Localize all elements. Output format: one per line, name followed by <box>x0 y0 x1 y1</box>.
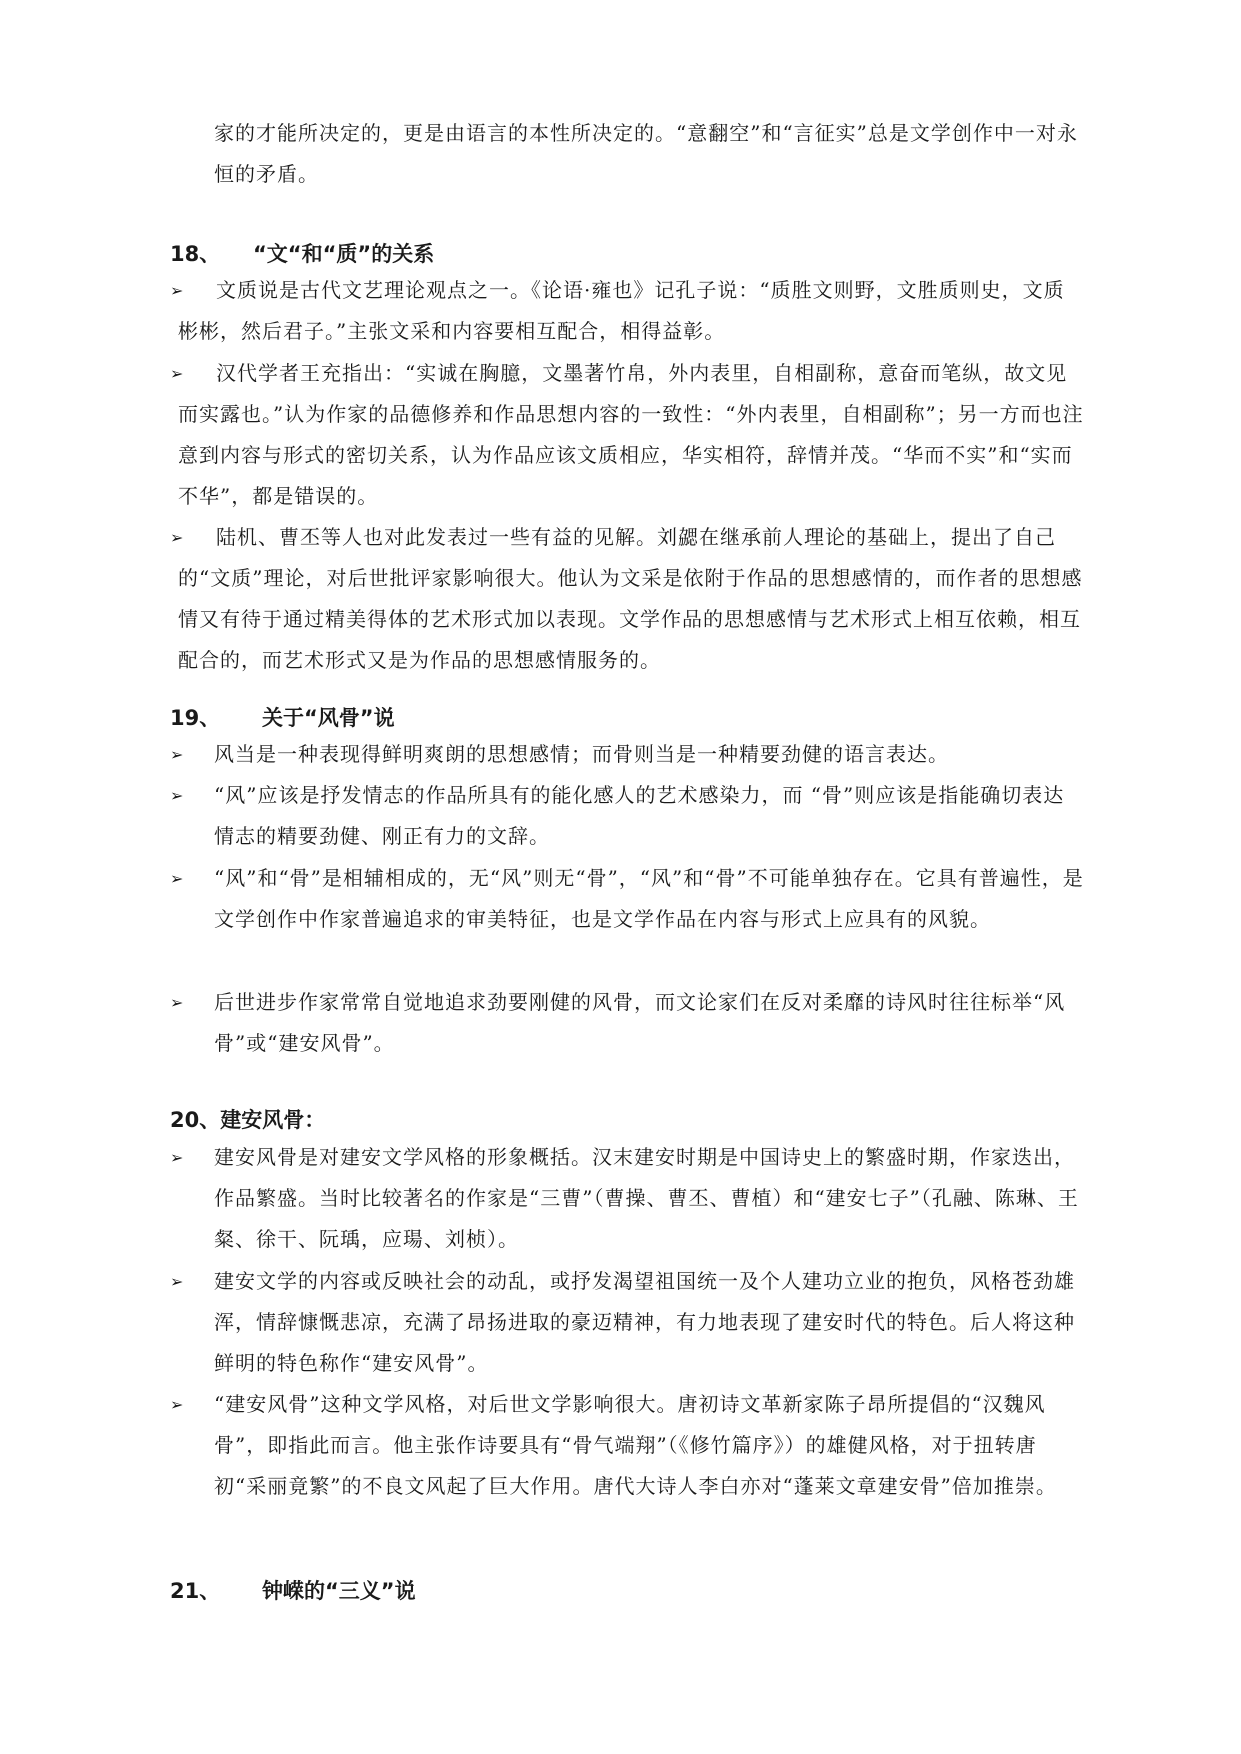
arrow-bullet-icon: ➢ <box>170 1148 185 1167</box>
section-title: 关于“风骨”说 <box>262 706 395 730</box>
list-item-text: 后世进步作家常常自觉地追求劲要刚健的风骨，而文论家们在反对柔靡的诗风时往往标举“风骨”或“建安风骨”。 <box>214 990 1066 1055</box>
section-number: 18、 <box>170 242 221 266</box>
arrow-bullet-icon: ➢ <box>170 364 185 383</box>
arrow-bullet-icon: ➢ <box>170 786 185 805</box>
intro-paragraph: 家的才能所决定的，更是由语言的本性所决定的。“意翻空”和“言征实”总是文学创作中一对永恒的矛盾。 <box>214 121 1078 186</box>
arrow-bullet-icon: ➢ <box>170 1395 185 1414</box>
list-item-text: “风”和“骨”是相辅相成的，无“风”则无“骨”，“风”和“骨”不可能单独存在。它具有普遍性，是文学创作中作家普遍追求的审美特征，也是文学作品在内容与形式上应具有的风貌。 <box>214 866 1084 931</box>
list-item-text: 建安风骨是对建安文学风格的形象概括。汉末建安时期是中国诗史上的繁盛时期，作家迭出，作品繁盛。当时比较著名的作家是“三曹”（曹操、曹丕、曹植）和“建安七子”（孔融、陈琳、王粲、徐干、阮瑀，应瑒、刘桢）。 <box>214 1145 1079 1251</box>
list-item-text: 风当是一种表现得鲜明爽朗的思想感情；而骨则当是一种精要劲健的语言表达。 <box>214 742 949 766</box>
list-item-text: 建安文学的内容或反映社会的动乱，或抒发渴望祖国统一及个人建功立业的抱负，风格苍劲雄浑，情辞慷慨悲凉，充满了昂扬进取的豪迈精神，有力地表现了建安时代的特色。后人将这种鲜明的特色称作“建安风骨”。 <box>214 1269 1075 1375</box>
list-item-text: “建安风骨”这种文学风格，对后世文学影响很大。唐初诗文革新家陈子昂所提倡的“汉魏风骨”，即指此而言。他主张作诗要具有“骨气端翔”（《修竹篇序》）的雄健风格，对于扭转唐初“采丽竟繁”的不良文风起了巨大作用。唐代大诗人李白亦对“蓬莱文章建安骨”倍加推崇。 <box>214 1392 1057 1498</box>
section-19-heading <box>170 703 395 733</box>
section-20-heading <box>170 1105 325 1135</box>
arrow-bullet-icon: ➢ <box>170 528 185 547</box>
arrow-bullet-icon: ➢ <box>170 1272 185 1291</box>
section-number: 20、 <box>170 1108 221 1132</box>
list-item-text: “风”应该是抒发情志的作品所具有的能化感人的艺术感染力，而 “骨”则应该是指能确切表达情志的精要劲健、刚正有力的文辞。 <box>214 783 1065 848</box>
section-title: 钟嵘的“三义”说 <box>262 1579 416 1603</box>
section-number: 21、 <box>170 1579 221 1603</box>
section-number: 19、 <box>170 706 221 730</box>
section-title: “文“和“质”的关系 <box>253 242 435 266</box>
list-item-text: 陆机、曹丕等人也对此发表过一些有益的见解。刘勰在继承前人理论的基础上，提出了自己的“文质”理论，对后世批评家影响很大。他认为文采是依附于作品的思想感情的，而作者的思想感情又有待于通过精美得体的艺术形式加以表现。文学作品的思想感情与艺术形式上相互依赖，相互配合的，而艺术形式又是为作品的思想感情服务的。 <box>178 525 1083 672</box>
list-item-text: 文质说是古代文艺理论观点之一。《论语·雍也》记孔子说：“质胜文则野，文胜质则史，文质彬彬，然后君子。”主张文采和内容要相互配合，相得益彰。 <box>178 278 1065 343</box>
section-title: 建安风骨： <box>220 1108 326 1132</box>
arrow-bullet-icon: ➢ <box>170 281 185 300</box>
section-18-heading <box>170 239 434 269</box>
list-item-text: 汉代学者王充指出：“实诚在胸臆，文墨著竹帛，外内表里，自相副称，意奋而笔纵，故文见而实露也。”认为作家的品德修养和作品思想内容的一致性：“外内表里，自相副称”；另一方而也注意到内容与形式的密切关系，认为作品应该文质相应，华实相符，辞情并茂。“华而不实”和“实而不华”，都是错误的。 <box>178 361 1084 508</box>
arrow-bullet-icon: ➢ <box>170 745 185 764</box>
arrow-bullet-icon: ➢ <box>170 869 185 888</box>
arrow-bullet-icon: ➢ <box>170 993 185 1012</box>
section-21-heading <box>170 1576 416 1606</box>
